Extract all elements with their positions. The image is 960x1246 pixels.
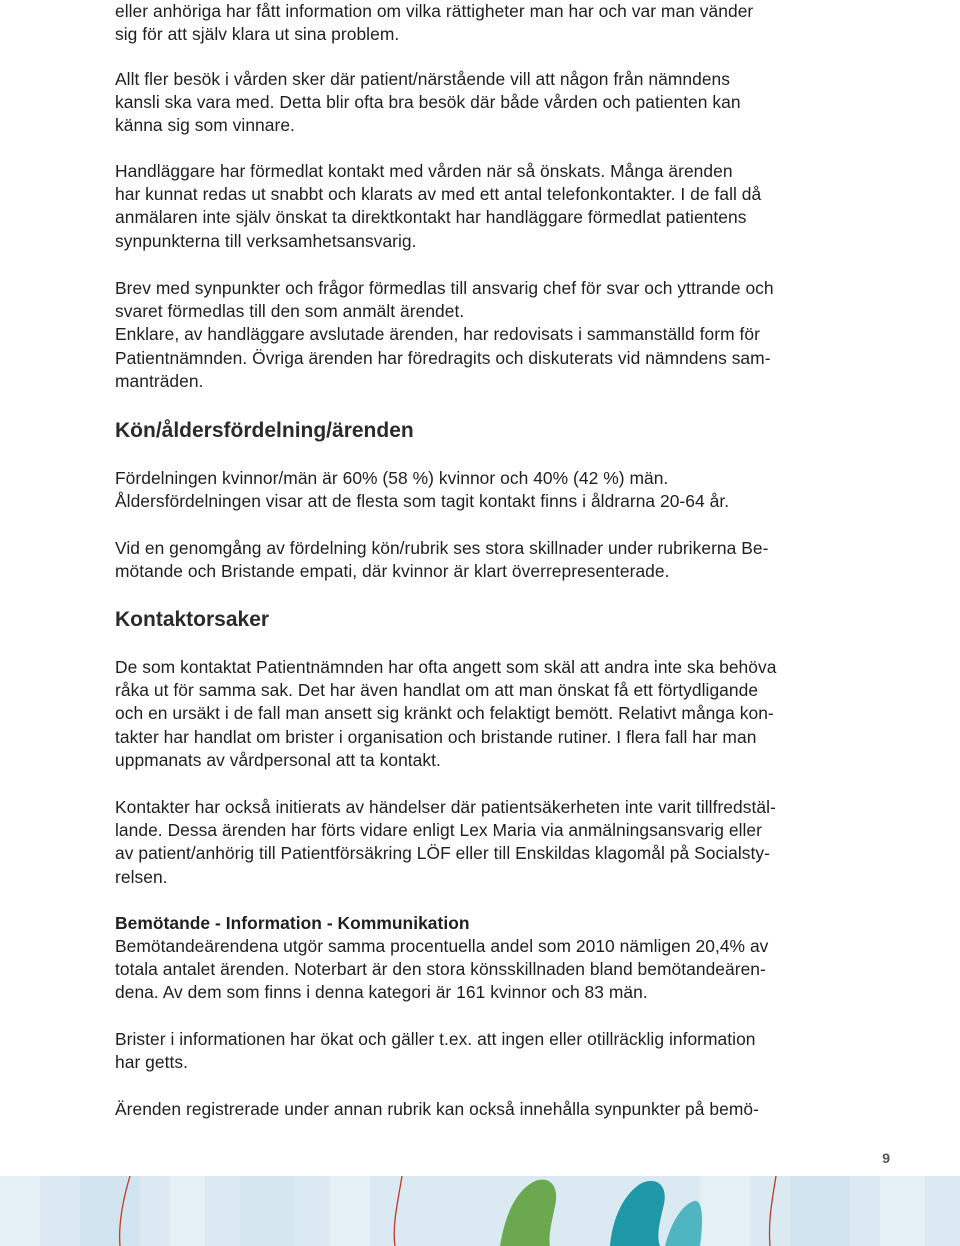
paragraph-information-gaps: Brister i informationen har ökat och gäller t.ex. att ingen eller otillräcklig information har getts. [115,1029,756,1073]
paragraph-rights: eller anhöriga har fått information om vilka rättigheter man har och var man vänder sig för att själv klara ut sina problem. [115,1,754,45]
paragraph-gender-rubric: Vid en genomgång av fördelning kön/rubrik ses stora skillnader under rubrikerna Be- mötande och Bristande empati, där kvinnor är klart överrepresenterade. [115,538,769,582]
decorative-footer-art [0,1176,960,1246]
heading-gender-age: Kön/åldersfördelning/ärenden [115,419,414,442]
subheading-treatment-communication: Bemötande - Information - Kommunikation [115,913,470,933]
heading-contact-reasons: Kontaktorsaker [115,608,270,631]
paragraph-other-rubric: Ärenden registrerade under annan rubrik kan också innehålla synpunkter på bemö- [115,1099,759,1119]
paragraph-visits: Allt fler besök i vården sker där patient/närstående vill att någon från nämndens kansli ska vara med. Detta blir ofta bra besök där både vården och patienten kan känna sig som vinnare. [115,69,741,136]
paragraph-contact-reasons: De som kontaktat Patientnämnden har ofta angett som skäl att andra inte ska behöva råka ut för samma sak. Det har även handlat om att man önskat få ett förtydligande och en ursäkt i de fall man ansett sig kränkt och felaktigt bemött. Relativt många kon- takter har handlat om brister i organisation och bristande rutiner. I flera fall har man uppmanats av vårdpersonal att ta kontakt. [115,657,777,770]
paragraph-patient-safety: Kontakter har också initierats av händelser där patientsäkerheten inte varit tillfredstäl- lande. Dessa ärenden har förts vidare enligt Lex Maria via anmälningsansvarig eller av patient/anhörig till Patientförsäkring LÖF eller till Enskildas klagomål på Socialsty- relsen. [115,797,776,887]
page-number: 9 [882,1150,890,1166]
paragraph-treatment-share: Bemötandeärendena utgör samma procentuella andel som 2010 nämligen 20,4% av totala antalet ärenden. Noterbart är den stora könsskillnaden bland bemötandeären- dena. Av dem som finns i denna kategori är 161 kvinnor och 83 män. [115,936,769,1003]
paragraph-handlers: Handläggare har förmedlat kontakt med vården när så önskats. Många ärenden har kunnat redas ut snabbt och klarats av med ett antal telefonkontakter. I de fall då anmälaren inte själv önskat ta direktkontakt har handläggare förmedlat patientens synpunkterna till verksamhetsansvarig. [115,161,762,251]
paragraph-letters: Brev med synpunkter och frågor förmedlas till ansvarig chef för svar och yttrande och svaret förmedlas till den som anmält ärendet. Enklare, av handläggare avslutade ärenden, har redovisats i sammanställd form för Patientnämnden. Övriga ärenden har föredragits och diskuterats vid nämndens sam- manträden. [115,278,774,391]
paragraph-gender-distribution: Fördelningen kvinnor/män är 60% (58 %) kvinnor och 40% (42 %) män. Åldersfördelningen visar att de flesta som tagit kontakt finns i åldrarna 20-64 år. [115,468,730,512]
